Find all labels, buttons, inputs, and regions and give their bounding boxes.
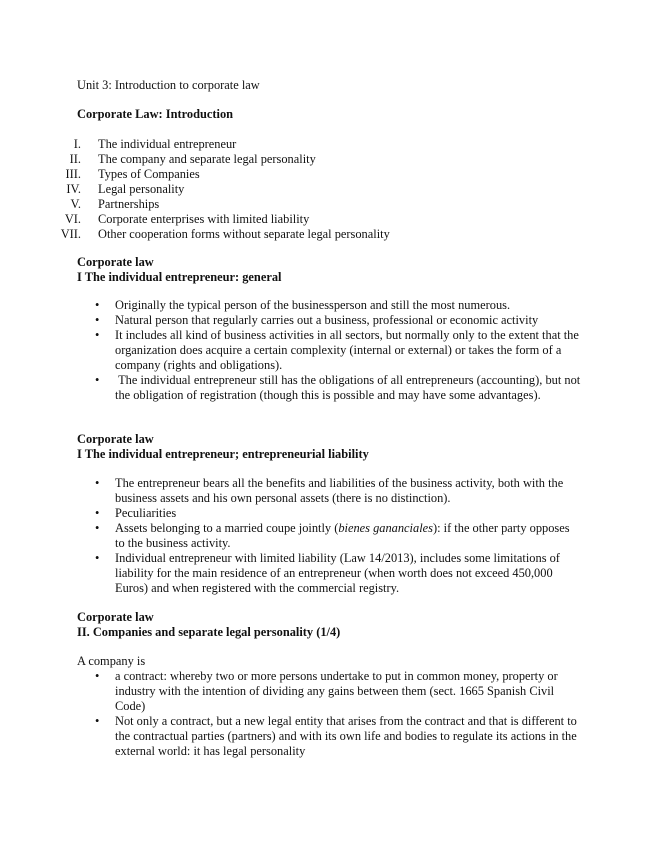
section3-bullet-list [90, 669, 582, 759]
list-item-text: It includes all kind of business activities in all sectors, but normally only to the extent that the organization does acquire a certain complexity (internal or external) or takes the form of a company (rights and obligations). [115, 328, 579, 372]
outline-text: The company and separate legal personality [98, 152, 316, 166]
outline-number: VII. [60, 227, 81, 241]
section1-label: Corporate law [77, 255, 154, 269]
section2-bullet-list [90, 476, 582, 596]
list-item [90, 373, 582, 403]
outline-item [60, 197, 600, 212]
section3-intro: A company is [77, 654, 146, 668]
outline-number: VI. [64, 212, 81, 226]
bullet-icon: • [95, 328, 100, 342]
outline-text: Types of Companies [98, 167, 200, 181]
bullet-icon: • [95, 313, 100, 327]
list-item [90, 298, 582, 313]
outline-item [60, 167, 600, 182]
outline-list [60, 137, 600, 242]
outline-item [60, 182, 600, 197]
list-item-text: Peculiarities [115, 506, 177, 520]
bullet-icon: • [95, 669, 100, 683]
bullet-icon: • [95, 476, 100, 490]
list-item-text: Natural person that regularly carries out a business, professional or economic activity [115, 313, 539, 327]
list-item [90, 521, 582, 551]
list-item [90, 506, 582, 521]
outline-item [60, 152, 600, 167]
unit-title: Unit 3: Introduction to corporate law [77, 78, 260, 92]
text-fragment: ): if the other party opposes to the business activity. [115, 521, 570, 550]
section3-label: Corporate law [77, 610, 154, 624]
bullet-icon: • [95, 373, 100, 387]
outline-text: Legal personality [98, 182, 185, 196]
outline-number: V. [70, 197, 81, 211]
section2-title: I The individual entrepreneur; entrepreneurial liability [77, 447, 369, 461]
outline-text: Corporate enterprises with limited liability [98, 212, 310, 226]
list-item [90, 313, 582, 328]
outline-number: I. [73, 137, 81, 151]
list-item [90, 669, 582, 714]
outline-item [60, 227, 600, 242]
list-item-text: Originally the typical person of the businessperson and still the most numerous. [115, 298, 511, 312]
list-item [90, 714, 582, 759]
intro-heading: Corporate Law: Introduction [77, 107, 234, 121]
italic-term: bienes gananciales [338, 521, 433, 535]
list-item [90, 328, 582, 373]
outline-text: The individual entrepreneur [98, 137, 237, 151]
bullet-icon: • [95, 551, 100, 565]
list-item-text: Not only a contract, but a new legal entity that arises from the contract and that is different to the contractual parties (partners) and with its own life and bodies to regulate its actions in the external world: it has legal personality [115, 714, 577, 758]
bullet-icon: • [95, 298, 100, 312]
list-item-text: The individual entrepreneur still has the obligations of all entrepreneurs (accounting), but not the obligation of registration (though this is possible and may have some advantages). [115, 373, 584, 402]
outline-text: Partnerships [98, 197, 160, 211]
section2-label: Corporate law [77, 432, 154, 446]
section3-title: II. Companies and separate legal personality (1/4) [77, 625, 341, 639]
outline-number: II. [69, 152, 81, 166]
list-item-text [115, 521, 582, 551]
text-fragment: Assets belonging to a married coupe jointly ( [115, 521, 339, 535]
bullet-icon: • [95, 714, 100, 728]
list-item [90, 476, 582, 506]
bullet-icon: • [95, 521, 100, 535]
list-item-text: Individual entrepreneur with limited liability (Law 14/2013), includes some limitations of liability for the main residence of an entrepreneur (when worth does not exceed 450,000 Euros) and when registered with the commercial registry. [115, 551, 560, 595]
section1-bullet-list [90, 298, 582, 403]
outline-item [60, 212, 600, 227]
list-item-text: The entrepreneur bears all the benefits and liabilities of the business activity, both with the business assets and his own personal assets (there is no distinction). [115, 476, 564, 505]
list-item [90, 551, 582, 596]
section1-title: I The individual entrepreneur: general [77, 270, 282, 284]
list-item-text: a contract: whereby two or more persons undertake to put in common money, property or industry with the intention of dividing any gains between them (sect. 1665 Spanish Civil Code) [115, 669, 558, 713]
outline-text: Other cooperation forms without separate legal personality [98, 227, 390, 241]
outline-number: IV. [66, 182, 81, 196]
bullet-icon: • [95, 506, 100, 520]
outline-number: III. [65, 167, 81, 181]
outline-item [60, 137, 600, 152]
